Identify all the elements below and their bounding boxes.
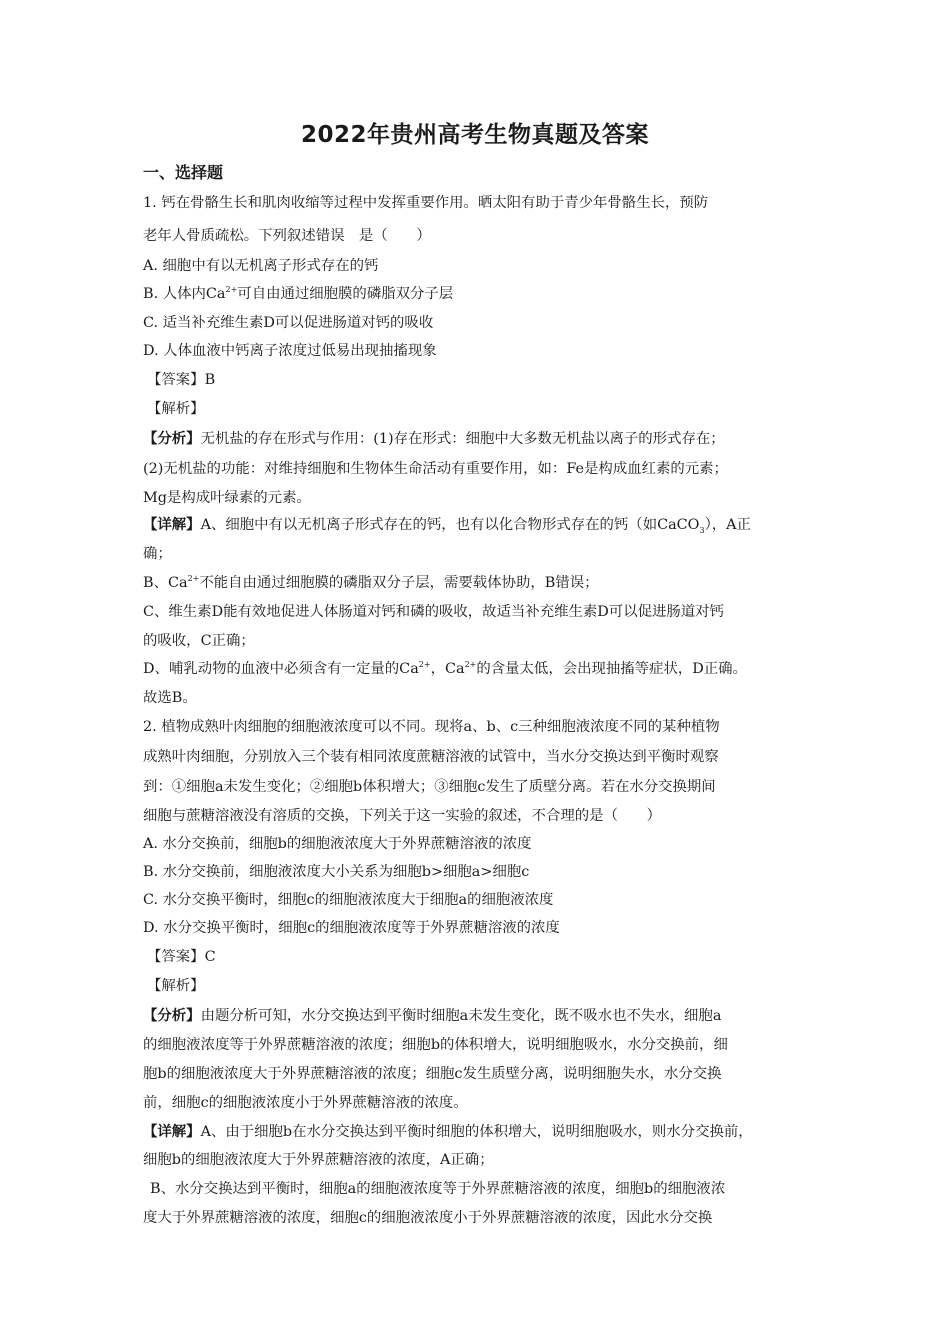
q1-option-a: A. 细胞中有以无机离子形式存在的钙: [143, 258, 379, 274]
q1-xj-b-post: 不能自由通过细胞膜的磷脂双分子层，需要载体协助，B错误；: [199, 575, 599, 591]
q2-stem-line-2: 成熟叶肉细胞，分别放入三个装有相同浓度蔗糖溶液的试管中，当水分交换达到平衡时观察: [143, 749, 719, 765]
q1-xj-a1-post: ），A正: [704, 517, 751, 533]
q2-analysis-heading: 【解析】: [147, 978, 205, 994]
q1-fenxi-line-3: Mg是构成叶绿素的元素。: [143, 490, 311, 506]
q2-fenxi-line-4: 前，细胞c的细胞液浓度小于外界蔗糖溶液的浓度。: [143, 1095, 468, 1111]
section-heading: 一、选择题: [143, 163, 224, 182]
q1-xj-b-pre: B、Ca: [143, 575, 188, 591]
q2-fenxi-tag: 【分析】: [143, 1007, 201, 1024]
q2-option-b: B. 水分交换前，细胞液浓度大小关系为细胞b>细胞a>细胞c: [143, 864, 530, 880]
q1-fenxi-tag: 【分析】: [143, 430, 201, 447]
q1-stem-line-1: 1. 钙在骨骼生长和肌肉收缩等过程中发挥重要作用。晒太阳有助于青少年骨骼生长，预防: [143, 195, 709, 211]
q1-xj-d-post: 的含量太低，会出现抽搐等症状，D正确。: [476, 661, 747, 677]
q2-xiangjie-b-1: B、水分交换达到平衡时，细胞a的细胞液浓度等于外界蔗糖溶液的浓度，细胞b的细胞液浓: [150, 1181, 726, 1197]
q1-xiangjie-d: [143, 659, 813, 679]
q1-xiangjie-b: [143, 573, 813, 593]
q1-fenxi-line-2: (2)无机盐的功能：对维持细胞和生物体生命活动有重要作用，如：Fe是构成血红素的元素；: [143, 461, 728, 477]
q2-option-a: A. 水分交换前，细胞b的细胞液浓度大于外界蔗糖溶液的浓度: [143, 836, 532, 852]
q2-xiangjie-line-2: 细胞b的细胞液浓度大于外界蔗糖溶液的浓度，A正确；: [143, 1152, 494, 1168]
q1-option-b-post: 可自由通过细胞膜的磷脂双分子层: [237, 286, 454, 302]
q2-stem-line-4: 细胞与蔗糖溶液没有溶质的交换，下列关于这一实验的叙述，不合理的是（ ）: [143, 808, 662, 824]
q1-fenxi-text-1: 无机盐的存在形式与作用：(1)存在形式：细胞中大多数无机盐以离子的形式存在；: [200, 431, 725, 447]
q2-fenxi-line-2: 的细胞液浓度等于外界蔗糖溶液的浓度；细胞b的体积增大，说明细胞吸水，水分交换前，细: [143, 1037, 728, 1053]
q1-answer: 【答案】B: [147, 372, 216, 388]
q2-fenxi-line-1: [143, 1006, 813, 1026]
q2-stem-line-3: 到：①细胞a未发生变化；②细胞b体积增大；③细胞c发生了质壁分离。若在水分交换期间: [143, 779, 716, 795]
q1-conclusion: 故选B。: [143, 690, 197, 706]
q1-option-b: [143, 284, 813, 304]
q1-xj-d-pre: D、哺乳动物的血液中必须含有一定量的Ca: [143, 661, 419, 677]
q2-option-c: C. 水分交换平衡时，细胞c的细胞液浓度大于细胞a的细胞液浓度: [143, 892, 554, 908]
q1-xj-b-sup: 2+: [187, 574, 200, 584]
q1-fenxi-line-1: [143, 429, 813, 449]
q2-xiangjie-tag: 【详解】: [143, 1123, 201, 1140]
q1-option-c: C. 适当补充维生素D可以促进肠道对钙的吸收: [143, 315, 434, 331]
q1-xj-a1-pre: A、细胞中有以无机离子形式存在的钙，也有以化合物形式存在的钙（如CaCO: [200, 517, 700, 533]
q1-xj-a1-sub: 3: [699, 525, 705, 535]
page-title: 2022年贵州高考生物真题及答案: [300, 122, 649, 148]
q1-xiangjie-c-2: 的吸收，C正确；: [143, 633, 255, 649]
q1-stem-line-2: 老年人骨质疏松。下列叙述错误 是（ ）: [143, 228, 431, 244]
q2-fenxi-text-1: 由题分析可知，水分交换达到平衡时细胞a未发生变化，既不吸水也不失水，细胞a: [200, 1008, 722, 1024]
q2-xiangjie-line-1: [143, 1122, 813, 1142]
q1-analysis-heading: 【解析】: [147, 401, 205, 417]
q2-xj-a1: A、由于细胞b在水分交换达到平衡时细胞的体积增大，说明细胞吸水，则水分交换前，: [200, 1124, 753, 1140]
q1-xj-d-sup-1: 2+: [418, 660, 431, 670]
q1-xiangjie-line-2: 确；: [143, 546, 172, 562]
q2-xiangjie-b-2: 度大于外界蔗糖溶液的浓度，细胞c的细胞液浓度小于外界蔗糖溶液的浓度，因此水分交换: [143, 1210, 713, 1226]
q2-option-d: D. 水分交换平衡时，细胞c的细胞液浓度等于外界蔗糖溶液的浓度: [143, 920, 560, 936]
q1-xj-d-sup-2: 2+: [464, 660, 477, 670]
q2-answer: 【答案】C: [147, 949, 216, 965]
q1-xj-d-mid: ，Ca: [430, 661, 465, 677]
q1-option-d: D. 人体血液中钙离子浓度过低易出现抽搐现象: [143, 343, 437, 359]
q2-fenxi-line-3: 胞b的细胞液浓度大于外界蔗糖溶液的浓度；细胞c发生质壁分离，说明细胞失水，水分交换: [143, 1066, 722, 1082]
q2-stem-line-1: 2. 植物成熟叶肉细胞的细胞液浓度可以不同。现将a、b、c三种细胞液浓度不同的某种植物: [143, 719, 720, 735]
q1-xiangjie-tag: 【详解】: [143, 516, 201, 533]
q1-option-b-pre: B. 人体内Ca: [143, 286, 226, 302]
q1-xiangjie-c-1: C、维生素D能有效地促进人体肠道对钙和磷的吸收，故适当补充维生素D可以促进肠道对钙: [143, 604, 724, 620]
q1-xiangjie-line-1: [143, 515, 813, 535]
q1-option-b-sup: 2+: [225, 285, 238, 295]
